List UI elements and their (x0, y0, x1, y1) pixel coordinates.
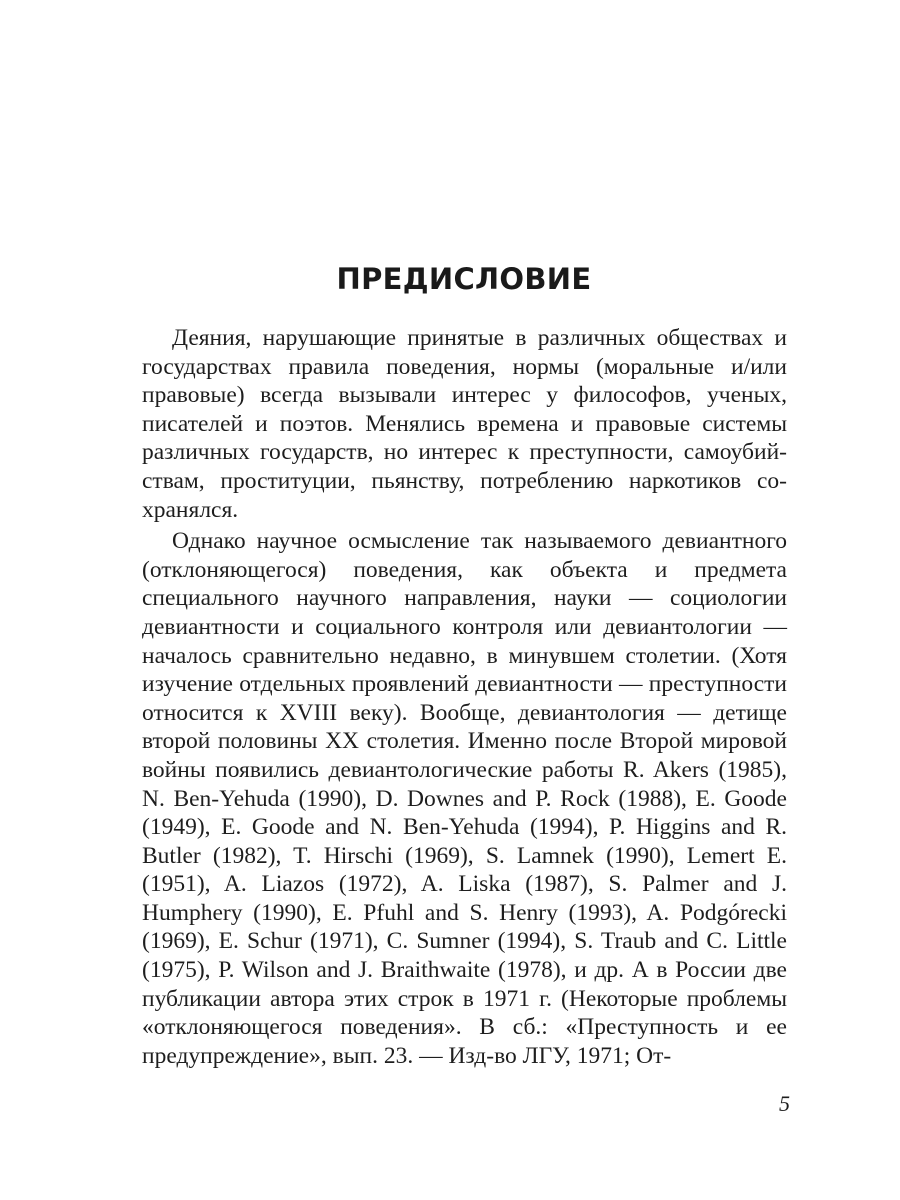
page-number: 5 (779, 1091, 790, 1116)
paragraph-2: Однако научное осмысление так называемого девиантного (отклоняющегося) поведения, как объекта и предмета специального научного направления, науки — социологии девиантности и социального контроля или девиантологии — началось сравнительно недавно, в минувшем столетии. (Хотя изучение отдельных проявлений девиантности — преступности относится к XVIII веку). Вообще, девиантология — детище второй половины XX столетия. Именно после Второй мировой войны появились девиантологические работы R. Akers (1985), N. Ben-Yehuda (1990), D. Downes and P. Rock (1988), E. Goode (1949), E. Goode and N. Ben-Yehuda (1994), P. Higgins and R. Butler (1982), T. Hirschi (1969), S. Lamnek (1990), Lemert E. (1951), A. Liazos (1972), A. Liska (1987), S. Palmer and J. Humphery (1990), E. Pfuhl and S. Henry (1993), A. Podgórecki (1969), E. Schur (1971), C. Sumner (1994), S. Traub and C. Little (1975), P. Wilson and J. Braithwaite (1978), и др. А в России две публикации автора этих строк в 1971 г. (Некоторые проблемы «отклоняющегося поведения». В сб.: «Преступность и ее предупреждение», вып. 23. — Изд-во ЛГУ, 1971; От- (142, 528, 787, 1069)
body-text (142, 324, 787, 1070)
page-title: ПРЕДИСЛОВИЕ (336, 262, 592, 296)
paragraph-1: Деяния, нарушающие принятые в различных обществах и государствах правила поведения, нормы (моральные и/или правовые) всегда вызывали интерес у философов, ученых, писателей и поэтов. Менялись времена и правовые системы различных государств, но интерес к преступности, самоубийствам, проституции, пьянству, потреблению наркотиков сохранялся. (142, 325, 787, 523)
